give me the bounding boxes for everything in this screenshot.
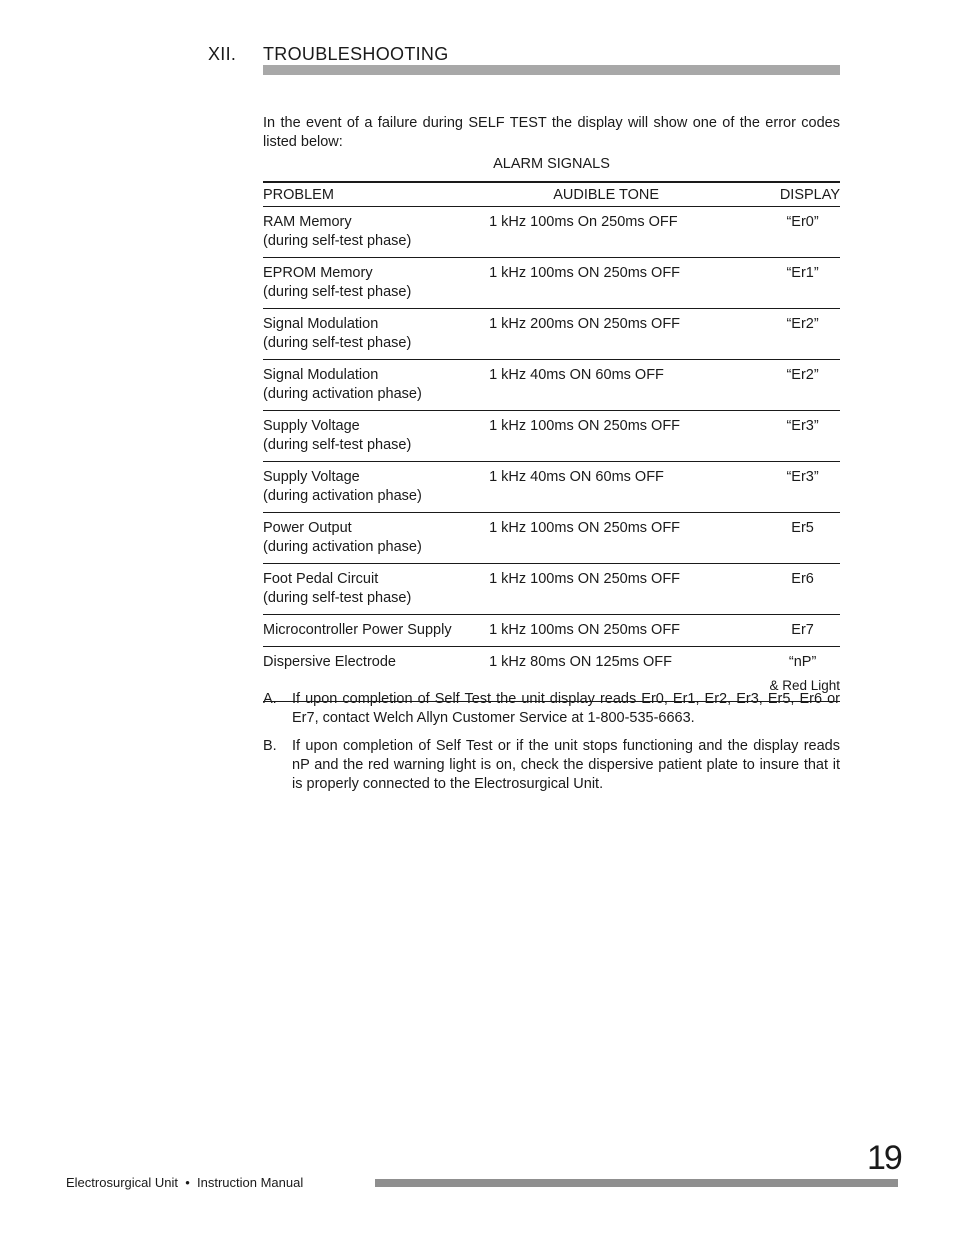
display-code: Er6 (723, 564, 840, 615)
problem-name: Power Output (263, 520, 352, 536)
problem-phase: (during self-test phase) (263, 437, 412, 453)
note-letter: A. (263, 691, 277, 707)
note-text: If upon completion of Self Test the unit display reads Er0, Er1, Er2, Er3, Er5, Er6 or Er7, contact Welch Allyn Customer Service at 1-800-535-6663. (292, 691, 840, 726)
problem-phase: (during self-test phase) (263, 335, 412, 351)
audible-tone: 1 kHz 40ms ON 60ms OFF (489, 462, 723, 513)
note-text: If upon completion of Self Test or if the unit stops functioning and the display reads nP and the red warning light is on, check the dispersive patient plate to insure that it is properly connected to the Electrosurgical Unit. (292, 738, 840, 792)
note-item (263, 737, 840, 794)
display-code: “Er0” (723, 207, 840, 258)
table-row (263, 615, 840, 647)
table-body (263, 207, 840, 702)
audible-tone: 1 kHz 100ms ON 250ms OFF (489, 564, 723, 615)
table-caption: ALARM SIGNALS (493, 156, 610, 172)
audible-tone: 1 kHz 80ms ON 125ms OFF (489, 647, 723, 702)
note-letter: B. (263, 738, 277, 754)
display-code: “Er1” (723, 258, 840, 309)
header-audible-tone: AUDIBLE TONE (489, 182, 723, 207)
problem-phase: (during self-test phase) (263, 284, 412, 300)
display-code: “Er3” (723, 462, 840, 513)
problem-phase: (during activation phase) (263, 488, 422, 504)
header-display: DISPLAY (723, 182, 840, 207)
display-code: “nP” (788, 654, 817, 670)
notes-list (263, 690, 840, 803)
section-title: TROUBLESHOOTING (263, 44, 449, 64)
audible-tone: 1 kHz 100ms ON 250ms OFF (489, 258, 723, 309)
table-row (263, 360, 840, 411)
header-problem: PROBLEM (263, 182, 489, 207)
table-row (263, 462, 840, 513)
audible-tone: 1 kHz 100ms ON 250ms OFF (489, 615, 723, 647)
problem-name: Microcontroller Power Supply (263, 622, 452, 638)
table-row (263, 513, 840, 564)
problem-name: Signal Modulation (263, 367, 379, 383)
footer-title: Electrosurgical Unit • Instruction Manual (66, 1175, 304, 1190)
audible-tone: 1 kHz 100ms ON 250ms OFF (489, 513, 723, 564)
display-code: Er7 (723, 615, 840, 647)
audible-tone: 1 kHz 100ms ON 250ms OFF (489, 411, 723, 462)
page-number: 19 (867, 1139, 901, 1177)
alarm-signals-table (263, 181, 840, 702)
table-row (263, 411, 840, 462)
problem-name: Signal Modulation (263, 316, 379, 332)
footer-rule (375, 1179, 898, 1187)
problem-name: Supply Voltage (263, 469, 360, 485)
table-row (263, 258, 840, 309)
problem-phase: (during activation phase) (263, 539, 422, 555)
problem-name: Foot Pedal Circuit (263, 571, 379, 587)
audible-tone: 1 kHz 200ms ON 250ms OFF (489, 309, 723, 360)
display-code: Er5 (723, 513, 840, 564)
problem-name: RAM Memory (263, 214, 352, 230)
table-row (263, 207, 840, 258)
problem-phase: (during self-test phase) (263, 590, 412, 606)
display-note: & Red Light (769, 678, 840, 693)
display-code: “Er3” (723, 411, 840, 462)
title-rule (263, 65, 840, 75)
table-row (263, 564, 840, 615)
table-row (263, 309, 840, 360)
problem-phase: (during self-test phase) (263, 233, 412, 249)
table-header-row (263, 182, 840, 207)
problem-name: Dispersive Electrode (263, 654, 396, 670)
display-code: “Er2” (723, 309, 840, 360)
audible-tone: 1 kHz 40ms ON 60ms OFF (489, 360, 723, 411)
intro-paragraph: In the event of a failure during SELF TEST the display will show one of the error codes listed below: (263, 114, 840, 150)
audible-tone: 1 kHz 100ms On 250ms OFF (489, 207, 723, 258)
section-number: XII. (208, 44, 237, 64)
display-code: “Er2” (723, 360, 840, 411)
problem-phase: (during activation phase) (263, 386, 422, 402)
problem-name: Supply Voltage (263, 418, 360, 434)
problem-name: EPROM Memory (263, 265, 373, 281)
note-item (263, 690, 840, 728)
